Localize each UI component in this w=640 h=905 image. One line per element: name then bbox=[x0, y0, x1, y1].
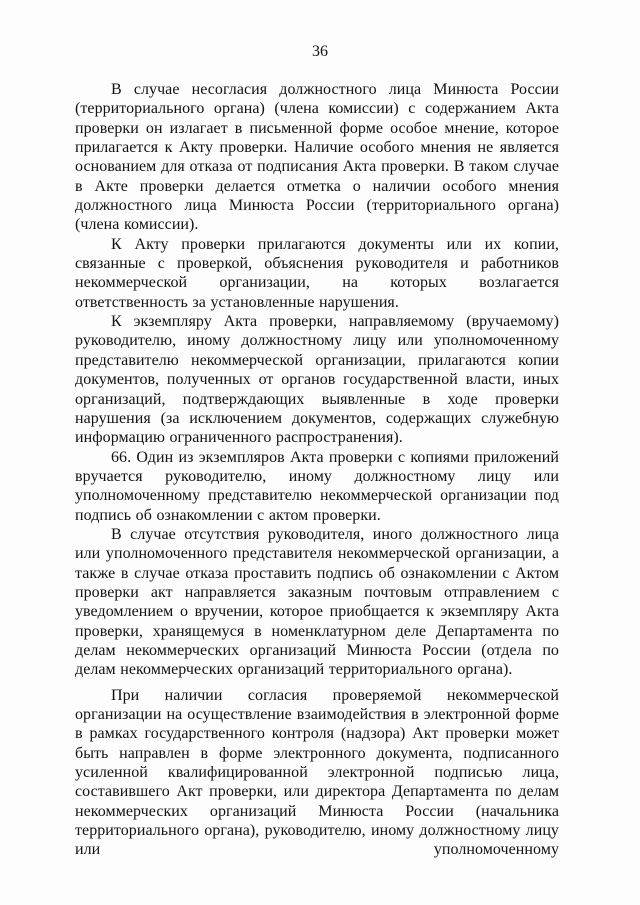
page-number: 36 bbox=[312, 43, 328, 60]
paragraph-electronic-form: При наличии согласия проверяемой некоммерческой организации на осуществление взаимодействия в электронной форме в рамках государственного контроля (надзора) Акт проверки может быть направлен в форме электронного документа, подписанного усиленной квалифицированной электронной подписью лица, составившего Акт проверки, или директора Департамента по делам некоммерческих организаций Минюста России (начальника территориального органа), руководителю, иному должностному лицу или уполномоченному bbox=[75, 686, 559, 859]
paragraph-registered-mail: В случае отсутствия руководителя, иного должностного лица или уполномоченного представителя некоммерческой организации, а также в случае отказа проставить подпись об ознакомлении с Актом проверки акт направляется заказным почтовым отправлением с уведомлением о вручении, которое приобщается к экземпляру Акта проверки, хранящемуся в номенклатурном деле Департамента по делам некоммерческих организаций Минюста России (отдела по делам некоммерческих организаций территориального органа). bbox=[75, 525, 559, 679]
paragraph-dissent: В случае несогласия должностного лица Минюста России (территориального органа) (члена комиссии) с содержанием Акта проверки он излагает в письменной форме особое мнение, которое прилагается к Акту проверки. Наличие особого мнения не является основанием для отказа от подписания Акта проверки. В таком случае в Акте проверки делается отметка о наличии особого мнения должностного лица Минюста России (территориального органа) (члена комиссии). bbox=[75, 81, 559, 234]
paragraph-item-66: 66. Один из экземпляров Акта проверки с копиями приложений вручается руководителю, иному должностному лицу или уполномоченному представителю некоммерческой организации под подпись об ознакомлении с актом проверки. bbox=[75, 448, 559, 524]
paragraph-attachments: К Акту проверки прилагаются документы или их копии, связанные с проверкой, объяснения руководителя и работников некоммерческой организации, на которых возлагается ответственность за установленные нарушения. bbox=[75, 235, 559, 311]
document-body bbox=[75, 80, 559, 860]
paragraph-copy-attachments: К экземпляру Акта проверки, направляемому (вручаемому) руководителю, иному должностному лицу или уполномоченному представителю некоммерческой организации, прилагаются копии документов, полученных от органов государственной власти, иных организаций, подтверждающих выявленные в ходе проверки нарушения (за исключением документов, содержащих служебную информацию ограниченного распространения). bbox=[75, 313, 559, 447]
